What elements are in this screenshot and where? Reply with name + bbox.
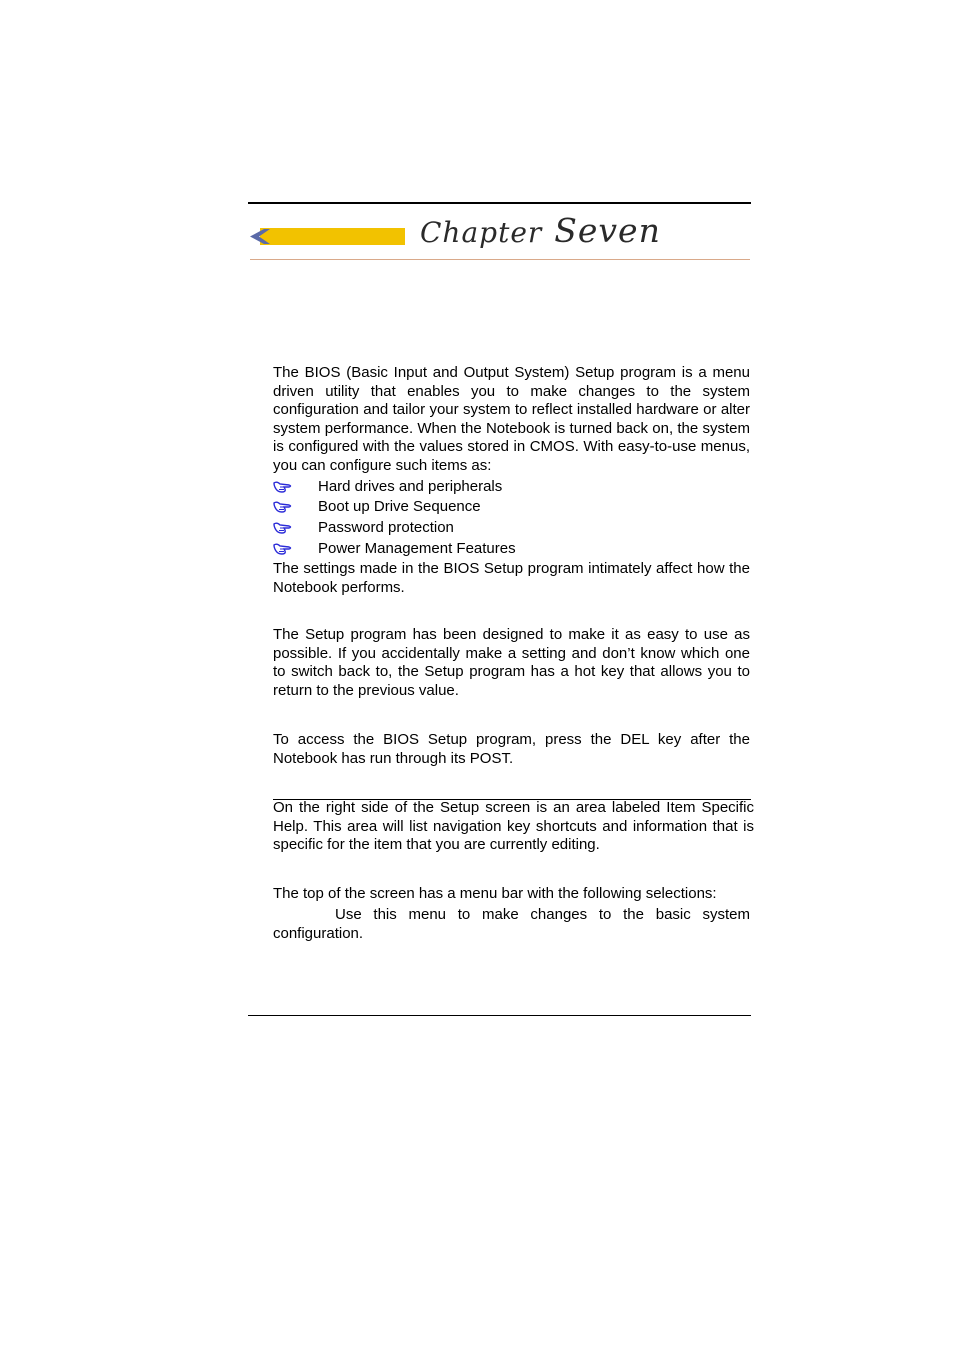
header-top-rule [248, 202, 751, 204]
access-paragraph: To access the BIOS Setup program, press the DEL key after the Notebook has run through its POST. [273, 731, 750, 767]
list-item-label: Password protection [318, 518, 454, 536]
body-content [273, 364, 750, 598]
list-item [273, 518, 750, 539]
list-item [273, 497, 750, 518]
chapter-banner-graphic [250, 228, 405, 245]
hand-pointing-icon [273, 542, 293, 556]
menubar-paragraph: The top of the screen has a menu bar with the following selections: [273, 885, 717, 902]
main-menu-paragraph: Use this menu to make changes to the basic system configuration. [273, 906, 750, 942]
list-item [273, 477, 750, 498]
list-item-label: Hard drives and peripherals [318, 477, 503, 495]
chapter-title-word2: Seven [554, 211, 661, 250]
list-item [273, 539, 750, 560]
chapter-title [420, 211, 661, 250]
header-bottom-rule [250, 259, 750, 260]
chapter-title-word1: Chapter [420, 216, 543, 249]
intro-paragraph: The BIOS (Basic Input and Output System) Setup program is a menu driven utility that enables you to make changes to the system configuration and tailor your system to reflect installed hardware or alter system performance. When the Notebook is turned back on, the system is configured with the values stored in CMOS. With easy-to-use menus, you can configure such items as: [273, 364, 750, 474]
configurable-items-list [273, 477, 750, 560]
hand-pointing-icon [273, 521, 293, 535]
settings-paragraph: The settings made in the BIOS Setup program intimately affect how the Notebook performs. [273, 560, 750, 596]
footer-rule [248, 1015, 751, 1016]
design-paragraph: The Setup program has been designed to make it as easy to use as possible. If you accidentally make a setting and don’t know which one to switch back to, the Setup program has a hot key that allows you to return to the previous value. [273, 626, 750, 699]
hand-pointing-icon [273, 480, 293, 494]
help-paragraph: On the right side of the Setup screen is an area labeled Item Specific Help. This area will list navigation key shortcuts and information that is specific for the item that you are currently editing. [273, 799, 754, 854]
list-item-label: Power Management Features [318, 539, 516, 557]
hand-pointing-icon [273, 500, 293, 514]
list-item-label: Boot up Drive Sequence [318, 498, 481, 516]
chapter-banner-bar [260, 228, 405, 245]
